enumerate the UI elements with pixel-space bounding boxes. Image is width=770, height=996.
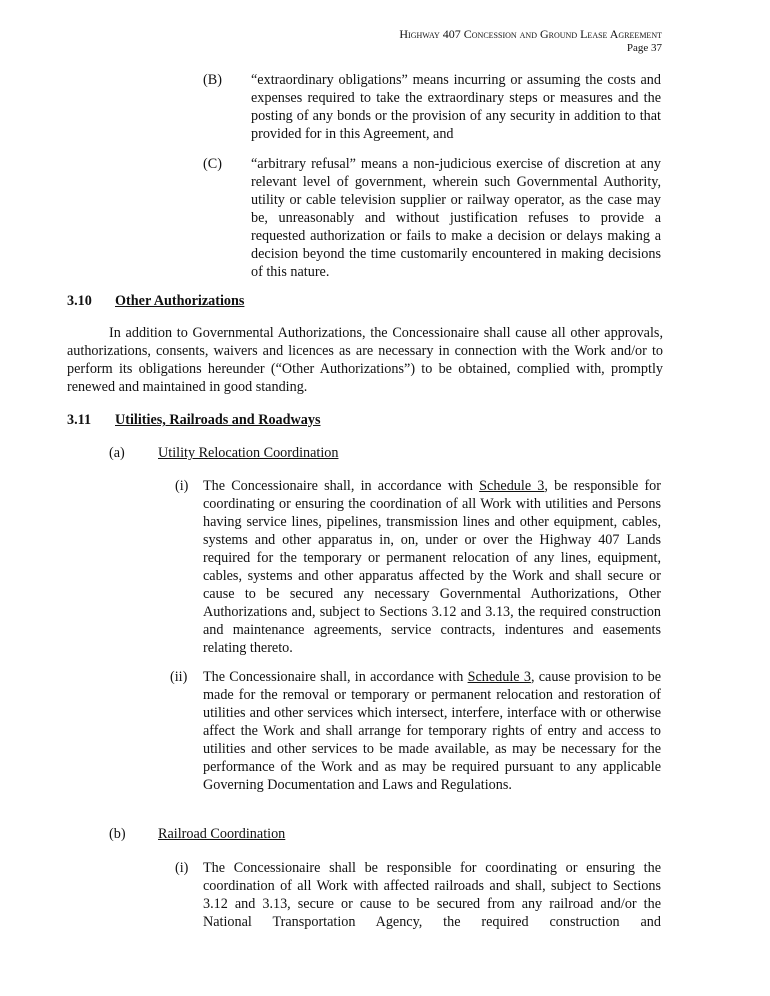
item-b-i-label: (i)	[175, 860, 189, 876]
subsection-b-title: Railroad Coordination	[158, 826, 286, 842]
page-header	[399, 27, 662, 55]
section-3-11-number: 3.11	[67, 412, 92, 428]
section-3-10-body: In addition to Governmental Authorizations, the Concessionaire shall cause all other approvals, authorizations, consents, waivers and licences as are necessary in connection with the Work and/or to perform its obligations hereunder (“Other Authorizations”) to be obtained, complied with, promptly renewed and maintained in good standing.	[67, 325, 663, 395]
item-a-i-label: (i)	[175, 478, 189, 494]
definition-c-text: “arbitrary refusal” means a non-judicious exercise of discretion at any relevant level of government, wherein such Governmental Authority, utility or cable television supplier or railway operator, as the case may be, unreasonably and without justification refuses to provide a requested authorization or fails to make a decision or delays making a decision beyond the time customarily encountered in making decisions of this nature.	[251, 156, 661, 280]
subsection-b-label: (b)	[109, 826, 126, 842]
definition-b-label: (B)	[203, 72, 222, 88]
section-3-11-title: Utilities, Railroads and Roadways	[115, 412, 321, 428]
schedule-3-reference: Schedule 3	[479, 478, 545, 494]
header-page-number: Page 37	[626, 42, 662, 54]
item-a-i-text	[203, 477, 661, 657]
section-3-10-number: 3.10	[67, 293, 92, 309]
item-a-ii-text-post: , cause provision to be made for the removal or temporary or permanent relocation and restoration of utilities and other services which intersect, interfere, interface with or otherwise affect the Work and shall arrange for temporary rights of entry and access to utilities and other services to be made available, as may be necessary for the performance of the Work and as may be required pursuant to any applicable Governing Documentation and Laws and Regulations.	[203, 669, 661, 793]
schedule-3-reference: Schedule 3	[467, 669, 531, 685]
item-a-i-text-post: , be responsible for coordinating or ensuring the coordination of all Work with utilities and Persons having service lines, pipelines, transmission lines and other equipment, cables, systems and other apparatus in, on, under or over the Highway 407 Lands required for the temporary or permanent relocation of any lines, equipment, cables, systems and other apparatus affected by the Work and shall secure or cause to be secured any necessary Governmental Authorizations, Other Authorizations and, subject to Sections 3.12 and 3.13, the required construction and maintenance agreements, service contracts, indentures and easements relating thereto.	[203, 478, 661, 656]
item-a-ii-text	[203, 668, 661, 794]
subsection-a-label: (a)	[109, 445, 125, 461]
item-a-ii-label: (ii)	[170, 669, 188, 685]
definition-b-text: “extraordinary obligations” means incurring or assuming the costs and expenses required to take the extraordinary steps or measures and the posting of any bonds or the provision of any security in addition to that provided for in this Agreement, and	[251, 72, 661, 142]
item-b-i-text: The Concessionaire shall be responsible for coordinating or ensuring the coordination of all Work with affected railroads and shall, subject to Sections 3.12 and 3.13, secure or cause to be secured from any railroad and/or the National Transportation Agency, the required construction and	[203, 860, 661, 930]
item-a-i-text-pre: The Concessionaire shall, in accordance with	[203, 478, 480, 494]
subsection-a-title: Utility Relocation Coordination	[158, 445, 339, 461]
header-title: Highway 407 Concession and Ground Lease Agreement	[399, 27, 662, 41]
section-3-10-title: Other Authorizations	[115, 293, 245, 309]
item-a-ii-text-pre: The Concessionaire shall, in accordance with	[203, 669, 468, 685]
definition-c-label: (C)	[203, 156, 222, 172]
